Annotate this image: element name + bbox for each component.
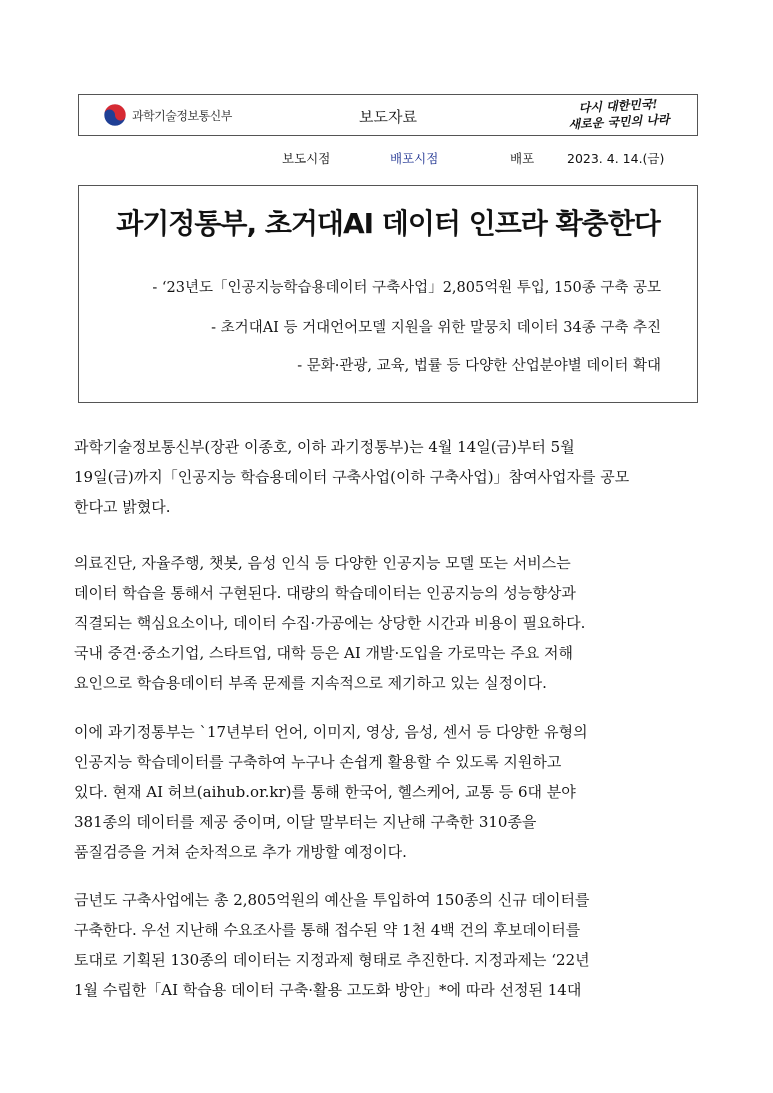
- body-paragraph-1: [74, 432, 700, 522]
- text-line: 의료진단, 자율주행, 챗봇, 음성 인식 등 다양한 인공지능 모델 또는 서비스는: [74, 554, 571, 572]
- text-line: 인공지능 학습데이터를 구축하여 누구나 손쉽게 활용할 수 있도록 지원하고: [74, 753, 562, 771]
- header-box: [78, 94, 698, 136]
- embargo-label: 보도시점: [282, 151, 331, 166]
- text-line: 직결되는 핵심요소이나, 데이터 수집·가공에는 상당한 시간과 비용이 필요하다.: [74, 614, 586, 632]
- summary-bullet: - ‘23년도「인공지능학습용데이터 구축사업」2,805억원 투입, 150종 구축 공모: [152, 280, 661, 296]
- distribution-label: 배포: [510, 151, 535, 166]
- release-date: 2023. 4. 14.(금): [567, 151, 665, 166]
- doc-type-label: 보도자료: [359, 108, 417, 126]
- text-line: 구축한다. 우선 지난해 수요조사를 통해 접수된 약 1천 4백 건의 후보데이터를: [74, 921, 581, 939]
- body-paragraph-2: [74, 548, 700, 698]
- text-line: 토대로 기획된 130종의 데이터는 지정과제 형태로 추진한다. 지정과제는 ‘22년: [74, 951, 590, 969]
- slogan-line-2: 새로운 국민의 나라: [568, 112, 670, 132]
- slogan-line-1: 다시 대한민국!: [578, 96, 658, 116]
- text-line: 요인으로 학습용데이터 부족 문제를 지속적으로 제기하고 있는 실정이다.: [74, 674, 547, 692]
- release-label: 배포시점: [390, 151, 439, 166]
- summary-bullet: - 문화·관광, 교육, 법률 등 다양한 산업분야별 데이터 확대: [297, 358, 661, 374]
- page-title: 과기정통부, 초거대AI 데이터 인프라 확충한다: [116, 207, 660, 240]
- text-line: 금년도 구축사업에는 총 2,805억원의 예산을 투입하여 150종의 신규 데이터를: [74, 891, 590, 909]
- text-line: 1월 수립한「AI 학습용 데이터 구축·활용 고도화 방안」*에 따라 선정된 14대: [74, 981, 582, 999]
- slogan: [567, 95, 670, 132]
- ministry-name: 과학기술정보통신부: [132, 108, 232, 123]
- text-line: 이에 과기정통부는 `17년부터 언어, 이미지, 영상, 음성, 센서 등 다양한 유형의: [74, 723, 588, 741]
- text-line: 있다. 현재 AI 허브(aihub.or.kr)를 통해 한국어, 헬스케어, 교통 등 6대 분야: [74, 783, 576, 801]
- body-paragraph-3: [74, 717, 700, 867]
- text-line: 한다고 밝혔다.: [74, 498, 171, 516]
- text-line: 데이터 학습을 통해서 구현된다. 대량의 학습데이터는 인공지능의 성능향상과: [74, 584, 576, 602]
- text-line: 381종의 데이터를 제공 중이며, 이달 말부터는 지난해 구축한 310종을: [74, 813, 537, 831]
- text-line: 국내 중견·중소기업, 스타트업, 대학 등은 AI 개발·도입을 가로막는 주요 저해: [74, 644, 573, 662]
- text-line: 품질검증을 거쳐 순차적으로 추가 개방할 예정이다.: [74, 843, 407, 861]
- text-line: 19일(금)까지「인공지능 학습용데이터 구축사업(이하 구축사업)」참여사업자를 공모: [74, 468, 630, 486]
- text-line: 과학기술정보통신부(장관 이종호, 이하 과기정통부)는 4월 14일(금)부터 5월: [74, 438, 575, 456]
- headline-box: [78, 185, 698, 403]
- summary-bullet: - 초거대AI 등 거대언어모델 지원을 위한 말뭉치 데이터 34종 구축 추진: [211, 320, 661, 336]
- body-paragraph-4: [74, 885, 700, 1005]
